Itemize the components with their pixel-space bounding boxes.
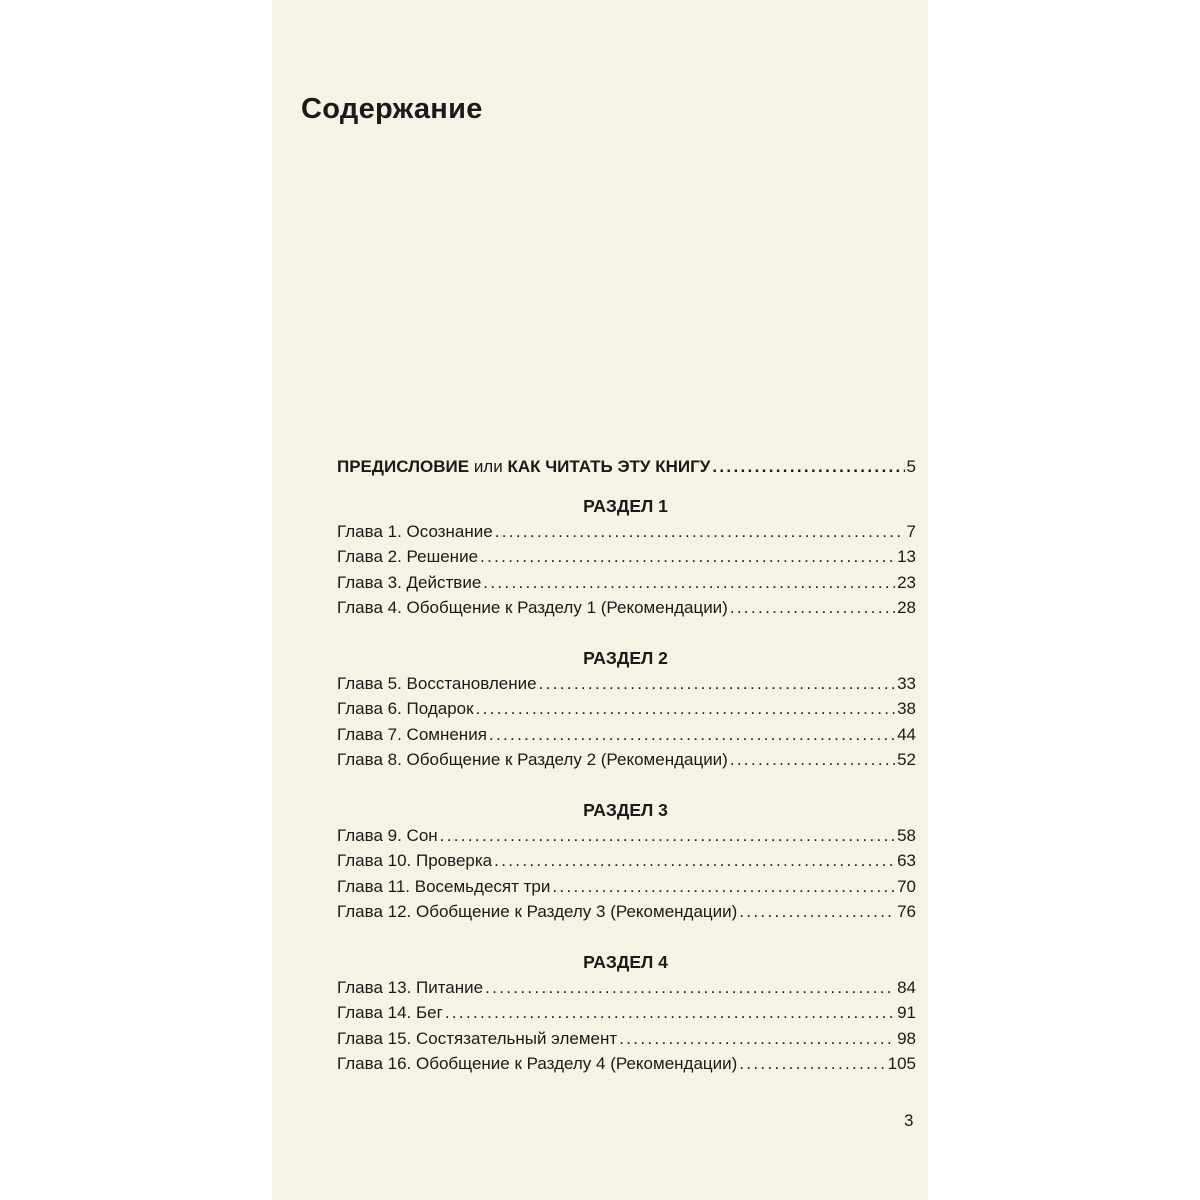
leader-dots xyxy=(489,722,895,748)
toc-page-number: 84 xyxy=(897,977,916,997)
toc-entry xyxy=(337,823,916,849)
toc-chapter-label: Глава 11. Восемьдесят три xyxy=(337,876,551,896)
toc-chapter-label: Глава 12. Обобщение к Разделу 3 (Рекомендации) xyxy=(337,902,738,921)
toc-page-number: 13 xyxy=(897,547,916,566)
toc-page-number: 76 xyxy=(897,902,916,921)
toc-section-3 xyxy=(337,798,916,925)
toc-entry xyxy=(337,722,916,748)
toc-chapter-label: Глава 9. Сон xyxy=(337,825,438,845)
toc-entry xyxy=(337,519,916,545)
leader-dots xyxy=(552,874,895,900)
table-of-contents xyxy=(337,454,916,1102)
leader-dots xyxy=(539,671,895,697)
leader-dots xyxy=(480,544,895,570)
toc-entry xyxy=(337,696,916,722)
toc-section-2 xyxy=(337,646,916,773)
toc-page-number: 38 xyxy=(897,699,916,718)
page-folio-number: 3 xyxy=(904,1111,914,1130)
leader-dots xyxy=(494,848,895,874)
toc-entry xyxy=(337,671,916,697)
toc-chapter-label: Глава 8. Обобщение к Разделу 2 (Рекомендации) xyxy=(337,750,728,769)
toc-chapter-label: Глава 4. Обобщение к Разделу 1 (Рекомендации) xyxy=(337,598,728,617)
toc-chapter-label: Глава 3. Действие xyxy=(337,572,482,592)
toc-entry xyxy=(337,595,916,621)
toc-section-4 xyxy=(337,950,916,1077)
section-heading: РАЗДЕЛ 2 xyxy=(583,647,668,668)
leader-dots xyxy=(739,899,895,925)
leader-dots xyxy=(485,975,895,1001)
preface-title-part2: КАК ЧИТАТЬ ЭТУ КНИГУ xyxy=(507,457,711,476)
toc-chapter-label: Глава 5. Восстановление xyxy=(337,673,537,693)
toc-entry xyxy=(337,874,916,900)
section-heading: РАЗДЕЛ 3 xyxy=(583,799,668,820)
toc-entry xyxy=(337,975,916,1001)
toc-page-number: 7 xyxy=(906,521,916,541)
toc-chapter-label: Глава 7. Сомнения xyxy=(337,724,487,744)
leader-dots xyxy=(476,696,896,722)
toc-page-number: 44 xyxy=(897,724,916,744)
toc-entry xyxy=(337,1026,916,1052)
toc-page-number: 28 xyxy=(897,598,916,617)
toc-page-number: 70 xyxy=(897,876,916,896)
toc-entry xyxy=(337,848,916,874)
toc-page-number: 91 xyxy=(897,1003,916,1022)
toc-chapter-label: Глава 13. Питание xyxy=(337,977,484,997)
toc-chapter-label: Глава 10. Проверка xyxy=(337,851,493,870)
preface-title-part1: ПРЕДИСЛОВИЕ xyxy=(337,457,470,476)
toc-section-1 xyxy=(337,494,916,621)
toc-page-number: 58 xyxy=(897,825,916,845)
toc-entry xyxy=(337,570,916,596)
toc-page-number: 23 xyxy=(897,572,916,592)
leader-dots xyxy=(440,823,895,849)
preface-label xyxy=(337,454,710,480)
toc-entry-preface xyxy=(337,454,916,480)
leader-dots xyxy=(619,1026,895,1052)
toc-page-number: 105 xyxy=(887,1054,916,1073)
section-heading: РАЗДЕЛ 1 xyxy=(583,495,668,516)
toc-chapter-label: Глава 2. Решение xyxy=(337,547,479,566)
leader-dots xyxy=(739,1051,885,1077)
toc-page-number: 33 xyxy=(897,673,916,693)
toc-entry xyxy=(337,1000,916,1026)
toc-entry xyxy=(337,899,916,925)
preface-or: или xyxy=(473,457,503,476)
page-title: Содержание xyxy=(301,93,483,125)
leader-dots xyxy=(712,454,904,480)
toc-page-number: 5 xyxy=(906,457,916,476)
leader-dots xyxy=(445,1000,895,1026)
toc-page-number: 63 xyxy=(897,851,916,870)
toc-page-number: 98 xyxy=(897,1028,916,1048)
toc-entry xyxy=(337,544,916,570)
toc-chapter-label: Глава 16. Обобщение к Разделу 4 (Рекомендации) xyxy=(337,1054,738,1073)
toc-chapter-label: Глава 15. Состязательный элемент xyxy=(337,1028,618,1048)
toc-chapter-label: Глава 14. Бег xyxy=(337,1003,443,1022)
toc-chapter-label: Глава 1. Осознание xyxy=(337,521,493,541)
toc-chapter-label: Глава 6. Подарок xyxy=(337,699,474,718)
section-heading: РАЗДЕЛ 4 xyxy=(583,951,668,972)
toc-entry xyxy=(337,747,916,773)
leader-dots xyxy=(730,747,895,773)
leader-dots xyxy=(483,570,895,596)
toc-entry xyxy=(337,1051,916,1077)
toc-page-number: 52 xyxy=(897,750,916,769)
leader-dots xyxy=(495,519,905,545)
leader-dots xyxy=(730,595,895,621)
